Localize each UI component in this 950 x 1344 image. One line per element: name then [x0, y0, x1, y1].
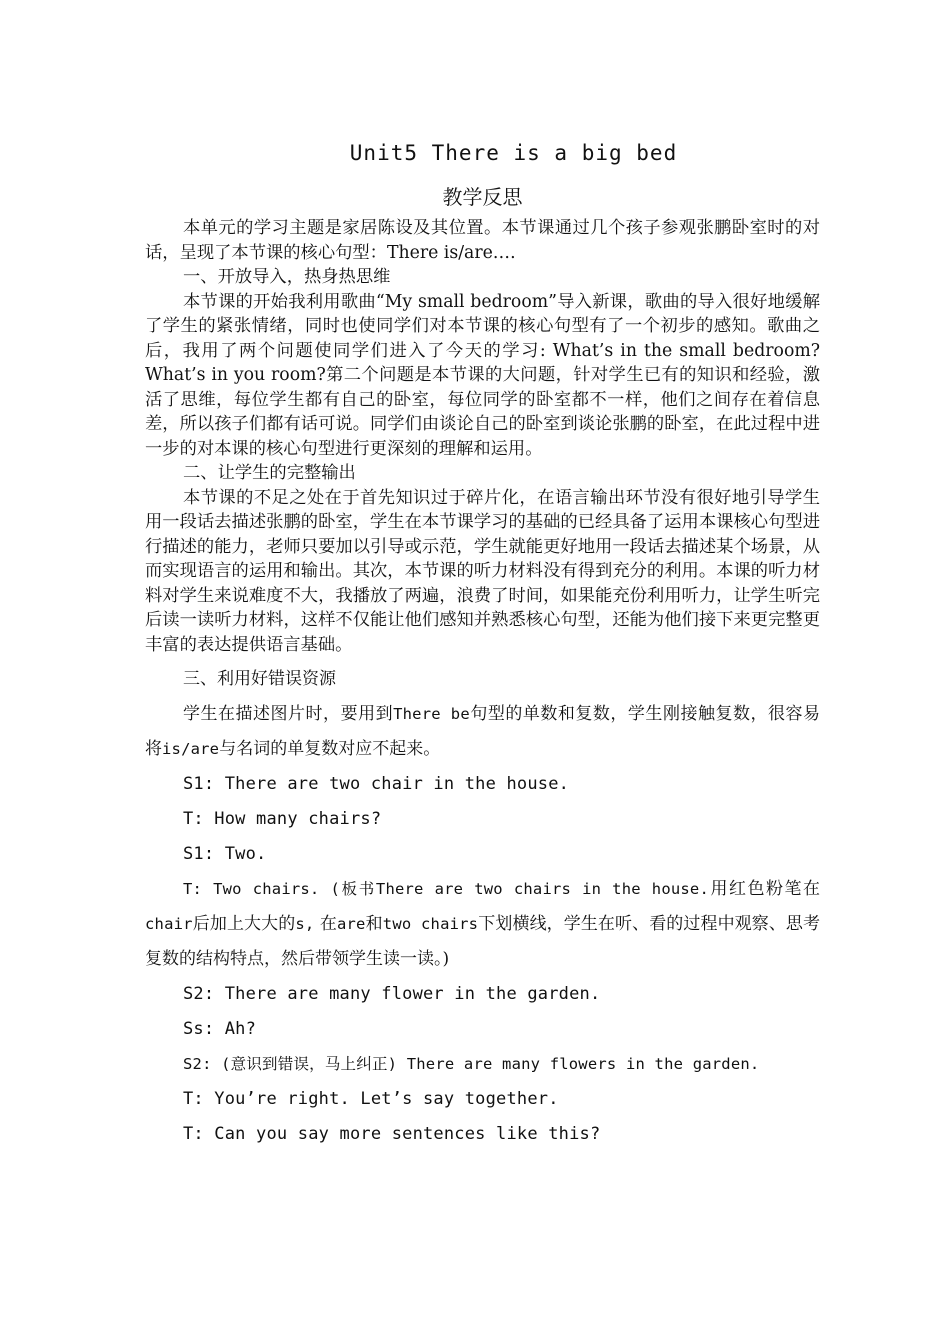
dialog-line-4-a: T: Two chairs. (板书: [183, 880, 376, 898]
dialog-line-4-code1: There are two chairs in the house.: [375, 880, 709, 898]
dialog-line-9: T: Can you say more sentences like this?: [183, 1124, 601, 1144]
section1-heading: 一、开放导入，热身热思维: [183, 267, 391, 287]
section3-heading: 三、利用好错误资源: [183, 669, 336, 689]
dialog-line-5: S2: There are many flower in the garden.: [183, 984, 601, 1004]
section3-body: [145, 697, 820, 767]
dialog-line-2: T: How many chairs?: [183, 809, 382, 829]
dialog-line-4-d: 在: [314, 914, 337, 934]
dialog-line-4-code5: two chairs: [382, 915, 479, 933]
dialog-line-4: [145, 872, 820, 977]
document-title: Unit5 There is a big bed: [349, 141, 678, 165]
document-subtitle: 教学反思: [442, 185, 523, 209]
dialog-line-4-c: 后加上大大的: [192, 914, 296, 934]
section3-text-c: 与名词的单复数对应不起来。: [219, 739, 441, 759]
section1-body: 本节课的开始我利用歌曲“My small bedroom”导入新课，歌曲的导入很好地缓解了学生的紧张情绪，同时也使同学们对本节课的核心句型有了一个初步的感知。歌曲之后，我用了两个问题使同学们进入了今天的学习: What’s in the small bedroom? What’s in you room?第二个问题是本节课的大问题，针对学生已有的知识和经验，激活了思维，每位学生都有自己的卧室，每位同学的卧室都不一样，他们之间存在着信息差，所以孩子们都有话可说。同学们由谈论自己的卧室到谈论张鹏的卧室，在此过程中进一步的对本课的核心句型进行更深刻的理解和运用。: [145, 291, 820, 459]
document-page: [145, 138, 820, 1152]
section3-text-b: 句型的单数和复数，学生刚接触复数，很容易将: [145, 704, 821, 759]
dialog-line-4-e: 和: [365, 914, 383, 934]
dialog-line-8: T: You’re right. Let’s say together.: [183, 1089, 559, 1109]
dialog-line-7: [145, 1047, 820, 1082]
dialog-line-4-f: 下划横线，学生在听、看的过程中观察、思考复数的结构特点，然后带领学生读一读。): [145, 914, 821, 969]
section3-text-a: 学生在描述图片时，要用到: [183, 704, 394, 724]
dialog-line-3: S1: Two.: [183, 844, 267, 864]
intro-paragraph: 本单元的学习主题是家居陈设及其位置。本节课通过几个孩子参观张鹏卧室时的对话，呈现了本节课的核心句型：There is/are….: [145, 218, 820, 263]
section2-body: 本节课的不足之处在于首先知识过于碎片化，在语言输出环节没有很好地引导学生用一段话去描述张鹏的卧室，学生在本节课学习的基础的已经具备了运用本课核心句型进行描述的能力，老师只要加以引导或示范，学生就能更好地用一段话去描述某个场景，从而实现语言的运用和输出。其次，本节课的听力材料没有得到充分的利用。本课的听力材料对学生来说难度不大，我播放了两遍，浪费了时间，如果能充份利用听力，让学生听完后读一读听力材料，这样不仅能让他们感知并熟悉核心句型，还能为他们接下来更完整更丰富的表达提供语言基础。: [145, 487, 820, 655]
dialog-line-4-code2: chair: [145, 915, 193, 933]
dialog-line-1: S1: There are two chair in the house.: [183, 774, 570, 794]
dialog-line-4-code4: are: [336, 915, 366, 933]
section2-heading: 二、让学生的完整输出: [183, 463, 356, 483]
dialog-line-7-code: There are many flowers in the garden.: [406, 1055, 760, 1073]
dialog-line-4-code3: s,: [295, 915, 315, 933]
dialog-line-6: Ss: Ah?: [183, 1019, 257, 1039]
section3-code-there-be: There be: [393, 705, 470, 723]
dialog-line-4-b: 用红色粉笔在: [708, 879, 820, 899]
section3-code-is-are: is/are: [162, 740, 220, 758]
dialog-line-7-a: S2: (意识到错误，马上纠正): [183, 1055, 407, 1073]
